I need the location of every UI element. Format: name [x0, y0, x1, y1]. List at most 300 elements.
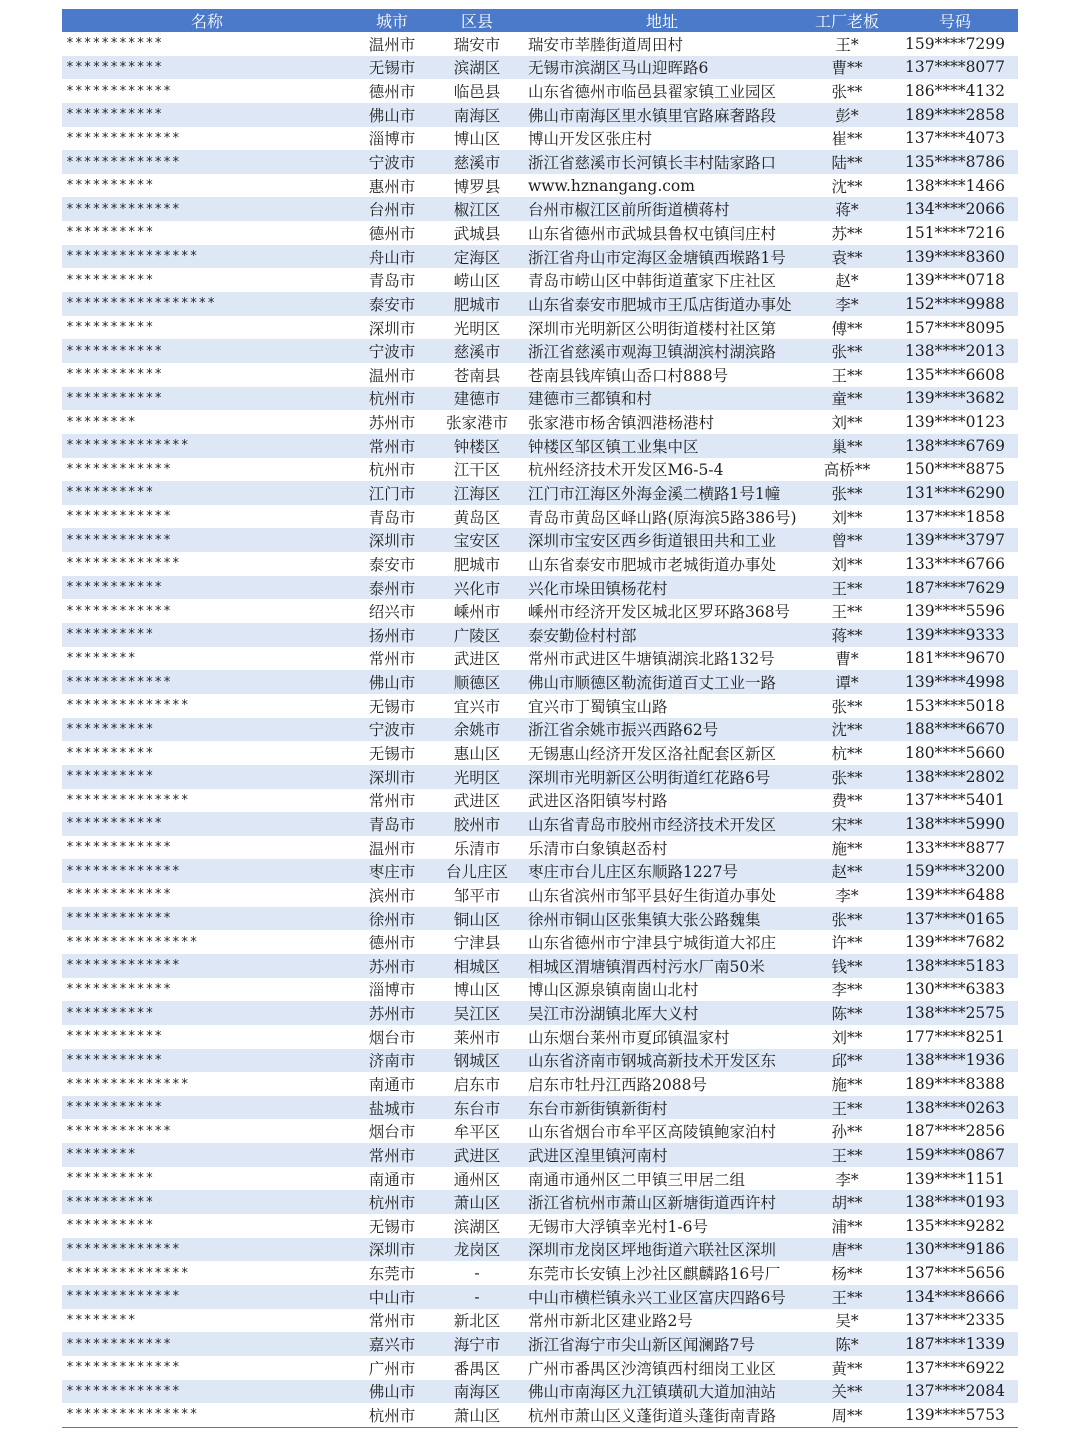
- cell-name: ************: [66, 461, 172, 477]
- table-row: [62, 694, 1018, 718]
- table-row: [62, 954, 1018, 978]
- cell-district: 宝安区: [453, 532, 501, 551]
- cell-district: 胶州市: [453, 815, 501, 834]
- cell-phone: 181****9670: [904, 649, 1006, 668]
- cell-district: -: [474, 1287, 480, 1306]
- cell-address: 山东省泰安市肥城市王瓜店街道办事处: [528, 295, 792, 314]
- cell-phone: 135****9282: [904, 1216, 1006, 1235]
- cell-owner: 张**: [831, 697, 863, 716]
- cell-city: 宁波市: [368, 343, 416, 362]
- cell-owner: 曹**: [831, 59, 863, 78]
- cell-phone: 139****0123: [904, 413, 1006, 432]
- cell-city: 泰州市: [368, 579, 416, 598]
- cell-owner: 李*: [835, 1170, 859, 1189]
- cell-phone: 130****9186: [904, 1240, 1006, 1259]
- table-row: [62, 1190, 1018, 1214]
- cell-owner: 邱**: [831, 1052, 863, 1071]
- cell-owner: 王**: [831, 603, 863, 622]
- cell-phone: 151****7216: [904, 223, 1006, 242]
- cell-city: 无锡市: [368, 697, 416, 716]
- cell-name: **************: [66, 1076, 190, 1092]
- table-row: [62, 1261, 1018, 1285]
- table-row: [62, 1214, 1018, 1238]
- cell-district: 张家港市: [445, 414, 508, 433]
- cell-name: *************: [66, 958, 181, 974]
- cell-phone: 137****1858: [904, 507, 1006, 526]
- cell-city: 南通市: [368, 1170, 416, 1189]
- cell-phone: 189****2858: [904, 105, 1006, 124]
- cell-phone: 159****0867: [904, 1145, 1006, 1164]
- cell-phone: 186****4132: [904, 82, 1006, 101]
- cell-phone: 137****5401: [904, 791, 1006, 810]
- cell-owner: 苏**: [831, 224, 863, 243]
- cell-owner: 童**: [831, 390, 863, 409]
- cell-district: 建德市: [453, 390, 501, 409]
- cell-owner: 施**: [831, 1076, 863, 1094]
- table-header: [62, 9, 1018, 32]
- cell-city: 苏州市: [368, 957, 416, 976]
- cell-phone: 187****7629: [904, 578, 1006, 597]
- cell-name: ********: [66, 1312, 137, 1328]
- cell-address: 启东市牡丹江西路2088号: [528, 1076, 707, 1094]
- cell-city: 佛山市: [368, 106, 416, 125]
- cell-name: ************: [66, 981, 172, 997]
- cell-phone: 138****1936: [904, 1051, 1006, 1070]
- cell-address: 无锡市大浮镇幸光村1-6号: [528, 1217, 708, 1236]
- cell-district: 新北区: [453, 1312, 501, 1331]
- cell-phone: 137****0165: [904, 909, 1006, 928]
- cell-name: *************: [66, 154, 181, 170]
- cell-district: 东台市: [453, 1099, 501, 1118]
- cell-city: 青岛市: [368, 508, 416, 527]
- cell-district: 惠山区: [453, 745, 501, 764]
- cell-district: -: [474, 1264, 480, 1283]
- cell-name: ************: [66, 1123, 172, 1139]
- cell-phone: 135****8786: [904, 153, 1006, 172]
- cell-name: ***************: [66, 249, 199, 265]
- cell-name: ************: [66, 1336, 172, 1352]
- cell-phone: 177****8251: [904, 1027, 1006, 1046]
- cell-owner: 周**: [802, 1403, 892, 1427]
- cell-address: 浙江省杭州市萧山区新塘街道西许村: [528, 1194, 777, 1213]
- table-row: [62, 599, 1018, 623]
- cell-name: *************: [66, 130, 181, 146]
- cell-owner: 王**: [831, 1099, 863, 1118]
- cell-phone: 131****6290: [904, 483, 1006, 502]
- cell-district: 崂山区: [453, 272, 501, 291]
- cell-city: 杭州市: [368, 390, 416, 409]
- cell-city: 滨州市: [368, 886, 416, 905]
- table-row: [62, 1403, 1018, 1427]
- cell-city: 佛山市: [368, 674, 416, 693]
- table-row: [62, 150, 1018, 174]
- cell-city: 杭州市: [368, 1194, 416, 1213]
- cell-owner: 刘**: [831, 508, 863, 527]
- cell-phone: 187****2856: [904, 1122, 1006, 1141]
- cell-name: ************: [66, 887, 172, 903]
- cell-district: 肥城市: [453, 295, 501, 314]
- cell-city: 无锡市: [368, 1217, 416, 1236]
- table-row: [62, 1072, 1018, 1096]
- cell-phone: 138****2013: [904, 342, 1006, 361]
- cell-city: 淄博市: [368, 981, 416, 1000]
- cell-name: **************: [66, 792, 190, 808]
- cell-address: 山东省青岛市胶州市经济技术开发区: [528, 815, 777, 834]
- cell-district: 嵊州市: [453, 603, 501, 622]
- cell-district: 邹平市: [453, 886, 501, 905]
- cell-district: 定海区: [453, 248, 501, 267]
- cell-city: 济南市: [368, 1052, 416, 1071]
- cell-city: 佛山市: [368, 1383, 416, 1402]
- cell-owner: 沈**: [831, 177, 863, 196]
- cell-city: 中山市: [368, 1288, 416, 1307]
- cell-district: 滨湖区: [453, 59, 501, 78]
- cell-address: 相城区渭塘镇渭西村污水厂南50米: [528, 957, 765, 976]
- cell-name: *****************: [66, 296, 217, 312]
- cell-district: 兴化市: [453, 579, 501, 598]
- cell-district: 椒江区: [453, 201, 501, 220]
- table-row: [62, 670, 1018, 694]
- cell-name: ***********: [66, 1100, 164, 1116]
- cell-city: 深圳市: [368, 532, 416, 551]
- cell-phone: 137****2335: [904, 1311, 1006, 1330]
- cell-address: 山东烟台莱州市夏邱镇温家村: [528, 1028, 730, 1047]
- cell-owner: 宋**: [831, 815, 863, 834]
- cell-owner: 关**: [831, 1383, 863, 1402]
- cell-district: 滨湖区: [453, 1217, 501, 1236]
- cell-city: 宁波市: [368, 154, 416, 173]
- cell-city: 宁波市: [368, 721, 416, 740]
- cell-owner: 孙**: [831, 1123, 863, 1142]
- cell-name: *************: [66, 556, 181, 572]
- cell-owner: 王**: [831, 1288, 863, 1307]
- cell-district: 吴江区: [453, 1005, 501, 1024]
- cell-name: ***********: [66, 367, 164, 383]
- cell-address: 浙江省慈溪市观海卫镇湖滨村湖滨路: [528, 343, 777, 362]
- cell-phone: 137****2084: [904, 1382, 1006, 1401]
- table-row: [62, 883, 1018, 907]
- cell-city: 嘉兴市: [368, 1336, 416, 1355]
- cell-name: **********: [66, 320, 155, 335]
- cell-phone: 139****5596: [904, 602, 1006, 621]
- cell-phone: 159****3200: [904, 862, 1006, 881]
- table-row: [62, 789, 1018, 813]
- cell-district: 萧山区: [432, 1403, 522, 1427]
- cell-name: ************: [66, 532, 172, 548]
- cell-owner: 崔**: [831, 130, 863, 149]
- table-row: [62, 1096, 1018, 1120]
- table-row: [62, 79, 1018, 103]
- cell-owner: 杭**: [831, 745, 863, 764]
- table-row: [62, 434, 1018, 458]
- cell-phone: 153****5018: [904, 696, 1006, 715]
- cell-address: 武进区洛阳镇岑村路: [528, 792, 668, 811]
- table-row: [62, 623, 1018, 647]
- cell-name: *************: [66, 1360, 181, 1376]
- cell-address: 浙江省慈溪市长河镇长丰村陆家路口: [528, 154, 777, 173]
- cell-phone: 139****8360: [904, 247, 1006, 266]
- table-row: [62, 339, 1018, 363]
- header-owner: 工厂老板: [802, 9, 892, 32]
- cell-owner: 赵*: [835, 272, 859, 291]
- cell-name: **********: [66, 1218, 155, 1234]
- table-row: [62, 56, 1018, 80]
- cell-district: 黄岛区: [453, 508, 501, 527]
- table-row: [62, 174, 1018, 198]
- cell-phone: 137****4073: [904, 129, 1006, 148]
- cell-city: 常州市: [368, 650, 416, 669]
- cell-address: 杭州市萧山区义蓬街道头蓬街南青路: [522, 1403, 802, 1427]
- cell-owner: 刘**: [831, 1028, 863, 1047]
- cell-phone: 133****6766: [904, 554, 1006, 573]
- cell-city: 苏州市: [368, 1005, 416, 1024]
- cell-owner: 王*: [835, 35, 859, 54]
- cell-owner: 杨**: [831, 1265, 863, 1284]
- cell-city: 杭州市: [352, 1403, 432, 1427]
- cell-city: 南通市: [368, 1076, 416, 1094]
- cell-district: 番禺区: [453, 1359, 501, 1378]
- cell-name: ************: [66, 509, 172, 525]
- cell-district: 钢城区: [453, 1052, 501, 1071]
- table-row: [62, 741, 1018, 765]
- table-row: [62, 103, 1018, 127]
- cell-address: 泰安勤俭村村部: [528, 626, 637, 645]
- cell-owner: 李*: [835, 886, 859, 905]
- cell-address: 佛山市顺德区勒流街道百丈工业一路: [528, 674, 777, 693]
- cell-city: 德州市: [368, 83, 416, 102]
- cell-address: 无锡市滨湖区马山迎晖路6: [528, 59, 709, 78]
- table-row: [62, 930, 1018, 954]
- table-row: [62, 363, 1018, 387]
- cell-city: 泰安市: [368, 555, 416, 574]
- cell-district: 萧山区: [453, 1194, 501, 1213]
- cell-owner: 蒋*: [835, 201, 859, 220]
- cell-address: 中山市横栏镇永兴工业区富庆四路6号: [528, 1288, 786, 1307]
- cell-owner: 胡**: [831, 1194, 863, 1213]
- table-row: [62, 765, 1018, 789]
- table-row: [62, 978, 1018, 1002]
- cell-owner: 王**: [831, 1146, 863, 1165]
- table-row: [62, 481, 1018, 505]
- table-row: [62, 552, 1018, 576]
- cell-address: 宜兴市丁蜀镇宝山路: [528, 697, 668, 716]
- cell-city: 江门市: [368, 484, 416, 503]
- cell-district: 龙岗区: [453, 1241, 501, 1260]
- cell-phone: 134****2066: [904, 200, 1006, 219]
- cell-owner: 陆**: [831, 154, 863, 173]
- cell-city: 德州市: [368, 934, 416, 953]
- cell-owner: 唐**: [831, 1241, 863, 1260]
- cell-phone: 138****0263: [904, 1098, 1006, 1117]
- cell-phone: 187****1339: [904, 1335, 1006, 1354]
- cell-address: 苍南县钱库镇山岙口村888号: [528, 366, 729, 385]
- cell-city: 青岛市: [368, 815, 416, 834]
- cell-phone: 139****4998: [904, 673, 1006, 692]
- cell-district: 南海区: [453, 106, 501, 125]
- cell-owner: 彭*: [835, 106, 859, 125]
- cell-address: 武进区湟里镇河南村: [528, 1146, 668, 1165]
- cell-owner: 曹*: [835, 650, 859, 669]
- cell-address: 广州市番禺区沙湾镇西村细岗工业区: [528, 1359, 777, 1378]
- cell-phone: 133****8877: [904, 838, 1006, 857]
- cell-district: 光明区: [453, 768, 501, 787]
- cell-city: 温州市: [368, 839, 416, 858]
- cell-phone: 139****6488: [904, 885, 1006, 904]
- table-row: [62, 1356, 1018, 1380]
- cell-name: *************: [66, 1241, 181, 1257]
- cell-phone: 138****2802: [904, 767, 1006, 786]
- cell-phone: 157****8095: [904, 318, 1006, 337]
- cell-owner: 傅**: [831, 319, 863, 338]
- cell-owner: 王**: [831, 366, 863, 385]
- cell-phone: 139****9333: [904, 625, 1006, 644]
- cell-city: 德州市: [368, 224, 416, 243]
- cell-name: *************: [66, 201, 181, 217]
- table-row: [62, 1285, 1018, 1309]
- table-row: [62, 1167, 1018, 1191]
- cell-phone: 138****5183: [904, 956, 1006, 975]
- table-row: [62, 1001, 1018, 1025]
- cell-city: 淄博市: [368, 130, 416, 149]
- cell-phone: 159****7299: [904, 34, 1006, 53]
- cell-address: 建德市三都镇和村: [528, 390, 653, 409]
- cell-owner: 李**: [831, 981, 863, 1000]
- cell-district: 武城县: [453, 224, 501, 243]
- cell-address: 钟楼区邹区镇工业集中区: [528, 437, 699, 456]
- cell-name: ***********: [66, 1052, 164, 1068]
- table-row: [62, 245, 1018, 269]
- cell-address: 深圳市光明新区公明街道红花路6号: [528, 768, 771, 787]
- cell-address: 瑞安市莘塍街道周田村: [528, 35, 684, 54]
- cell-owner: 张**: [831, 768, 863, 787]
- table-row: [62, 859, 1018, 883]
- cell-city: 无锡市: [368, 59, 416, 78]
- table-row: [62, 1119, 1018, 1143]
- cell-city: 烟台市: [368, 1028, 416, 1047]
- cell-phone: 180****5660: [904, 744, 1006, 763]
- cell-district: 江干区: [453, 461, 501, 480]
- cell-district: 顺德区: [453, 674, 501, 693]
- cell-owner: 王**: [831, 579, 863, 598]
- cell-name: ************: [66, 674, 172, 690]
- cell-address: 博山区源泉镇南崮山北村: [528, 981, 699, 1000]
- table-row: [62, 576, 1018, 600]
- cell-district: 苍南县: [453, 366, 501, 385]
- cell-name: ********: [66, 414, 137, 430]
- cell-district: 慈溪市: [453, 343, 501, 362]
- cell-address: 无锡惠山经济开发区洛社配套区新区: [528, 745, 777, 764]
- cell-district: 乐清市: [453, 839, 501, 858]
- cell-city: 东莞市: [368, 1265, 416, 1284]
- cell-phone: 139****3682: [904, 389, 1006, 408]
- cell-district: 铜山区: [453, 910, 501, 929]
- cell-address: 南通市通州区二甲镇三甲居二组: [528, 1170, 746, 1189]
- cell-name: **********: [66, 272, 155, 288]
- cell-address: 杭州经济技术开发区M6-5-4: [528, 461, 724, 480]
- cell-city: 常州市: [368, 1146, 416, 1165]
- cell-name: **********: [66, 745, 155, 761]
- cell-owner: 袁**: [831, 248, 863, 267]
- cell-district: 博山区: [453, 130, 501, 149]
- cell-owner: 浦**: [831, 1217, 863, 1236]
- cell-name: **********: [66, 178, 155, 194]
- cell-district: 启东市: [453, 1076, 501, 1094]
- cell-address: 浙江省余姚市振兴西路62号: [528, 721, 719, 740]
- cell-district: 博罗县: [453, 177, 501, 196]
- cell-phone: 135****6608: [904, 365, 1006, 384]
- cell-phone: 189****8388: [904, 1075, 1006, 1093]
- cell-city: 深圳市: [368, 319, 416, 338]
- cell-name: **********: [66, 721, 155, 737]
- cell-city: 枣庄市: [368, 863, 416, 882]
- cell-phone: 138****1466: [904, 176, 1006, 195]
- cell-city: 广州市: [368, 1359, 416, 1378]
- cell-address: 嵊州市经济开发区城北区罗环路368号: [528, 603, 791, 622]
- cell-address: 台州市椒江区前所街道横蒋村: [528, 201, 730, 220]
- cell-name: ***************: [62, 1403, 352, 1427]
- cell-name: ***********: [66, 107, 164, 123]
- cell-name: ************: [66, 911, 172, 927]
- cell-address: 吴江市汾湖镇北厍大义村: [528, 1005, 699, 1024]
- cell-city: 舟山市: [368, 248, 416, 267]
- cell-name: *************: [66, 1383, 181, 1399]
- cell-name: ********: [66, 1147, 137, 1163]
- cell-address: 博山开发区张庄村: [528, 130, 653, 149]
- table-body: [62, 32, 1018, 1427]
- cell-phone: 138****0193: [904, 1193, 1006, 1212]
- cell-owner: 费**: [831, 792, 863, 811]
- cell-district: 肥城市: [453, 555, 501, 574]
- cell-owner: 施**: [831, 839, 863, 858]
- cell-phone: 138****6769: [904, 436, 1006, 455]
- cell-name: **********: [66, 485, 155, 501]
- table-row: [62, 387, 1018, 411]
- cell-city: 深圳市: [368, 1241, 416, 1260]
- cell-name: ************: [66, 840, 172, 856]
- table-row: [62, 127, 1018, 151]
- cell-owner: 黄**: [831, 1359, 863, 1378]
- cell-phone: 134****8666: [904, 1287, 1006, 1306]
- cell-address: 常州市新北区建业路2号: [528, 1312, 693, 1331]
- header-phone: 号码: [892, 9, 1018, 32]
- table-row: [62, 221, 1018, 245]
- cell-city: 烟台市: [368, 1123, 416, 1142]
- cell-district: 武进区: [453, 792, 501, 811]
- cell-name: **********: [66, 769, 155, 785]
- cell-district: 瑞安市: [453, 35, 501, 54]
- cell-address: 山东省济南市钢城高新技术开发区东: [528, 1052, 777, 1071]
- header-name: 名称: [62, 9, 352, 32]
- cell-address: 徐州市铜山区张集镇大张公路魏集: [528, 910, 761, 929]
- cell-name: **********: [66, 1005, 155, 1021]
- cell-city: 温州市: [368, 366, 416, 385]
- cell-name: ***********: [66, 59, 164, 75]
- cell-address: 山东省泰安市肥城市老城街道办事处: [528, 555, 777, 574]
- table-row: [62, 1309, 1018, 1333]
- cell-city: 杭州市: [368, 461, 416, 480]
- table-row: [62, 907, 1018, 931]
- cell-address: 山东省滨州市邹平县好生街道办事处: [528, 886, 777, 905]
- cell-city: 常州市: [368, 437, 416, 456]
- cell-name: **********: [66, 1194, 155, 1210]
- header-address: 地址: [522, 9, 802, 32]
- table-row: [62, 292, 1018, 316]
- cell-district: 通州区: [453, 1170, 501, 1189]
- cell-district: 江海区: [453, 484, 501, 503]
- cell-phone: 139****7682: [904, 933, 1006, 952]
- cell-name: ***********: [66, 1029, 164, 1045]
- cell-phone: 137****6922: [904, 1358, 1006, 1377]
